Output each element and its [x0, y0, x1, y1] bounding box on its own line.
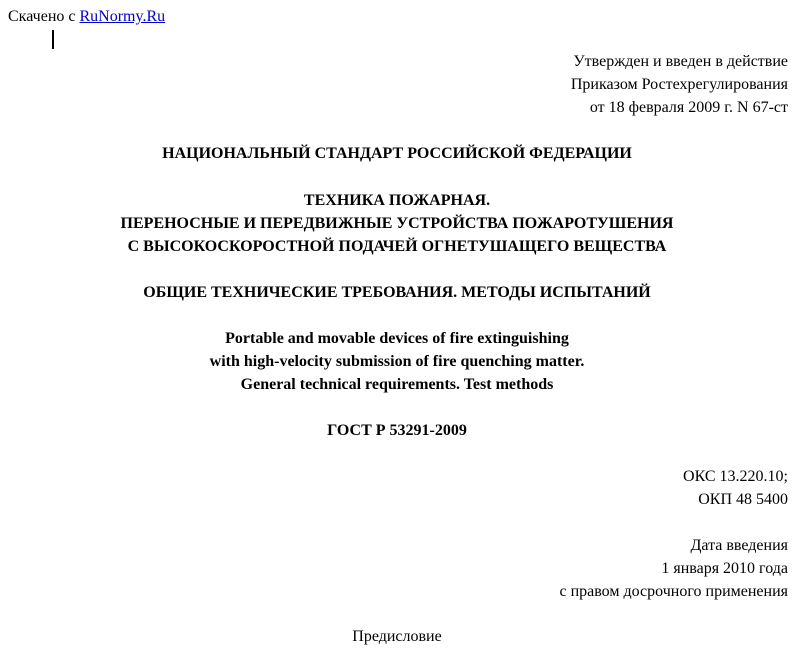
effective-date: 1 января 2010 года: [661, 560, 788, 577]
oks-code: ОКС 13.220.10;: [683, 468, 788, 485]
standard-number-text: ГОСТ Р 53291-2009: [327, 422, 467, 439]
classification-block: [683, 465, 788, 511]
english-title-line-1: Portable and movable devices of fire extinguishing: [225, 330, 569, 347]
approval-line-2: Приказом Ростехрегулирования: [570, 76, 788, 93]
text-cursor: [52, 30, 54, 49]
document-subtitle: [0, 281, 794, 304]
runormy-link[interactable]: RuNormy.Ru: [79, 8, 166, 25]
subtitle-text: ОБЩИЕ ТЕХНИЧЕСКИЕ ТРЕБОВАНИЯ. МЕТОДЫ ИСПЫТАНИЙ: [143, 284, 651, 301]
heading-text: НАЦИОНАЛЬНЫЙ СТАНДАРТ РОССИЙСКОЙ ФЕДЕРАЦИИ: [162, 145, 632, 162]
download-source: [8, 6, 165, 28]
approval-line-3: от 18 февраля 2009 г. N 67-ст: [589, 99, 788, 116]
effective-date-block: [559, 534, 788, 603]
foreword-heading: [0, 626, 794, 648]
approval-line-1: Утвержден и введен в действие: [573, 53, 788, 70]
english-title-line-3: General technical requirements. Test methods: [240, 376, 554, 393]
download-prefix: Скачено с: [8, 8, 80, 25]
approval-block: [571, 50, 788, 119]
document-title: [0, 189, 794, 258]
english-title-line-2: with high-velocity submission of fire quenching matter.: [209, 353, 585, 370]
okp-code: ОКП 48 5400: [698, 491, 788, 508]
standard-number: [0, 419, 794, 442]
effective-label: Дата введения: [690, 537, 788, 554]
effective-note: с правом досрочного применения: [559, 583, 788, 600]
document-heading: [0, 142, 794, 165]
title-line-2: ПЕРЕНОСНЫЕ И ПЕРЕДВИЖНЫЕ УСТРОЙСТВА ПОЖАРОТУШЕНИЯ: [120, 215, 674, 232]
title-line-1: ТЕХНИКА ПОЖАРНАЯ.: [303, 192, 491, 209]
foreword-text: Предисловие: [352, 628, 442, 645]
english-title: [0, 327, 794, 396]
title-line-3: С ВЫСОКОСКОРОСТНОЙ ПОДАЧЕЙ ОГНЕТУШАЩЕГО ВЕЩЕСТВА: [127, 238, 667, 255]
